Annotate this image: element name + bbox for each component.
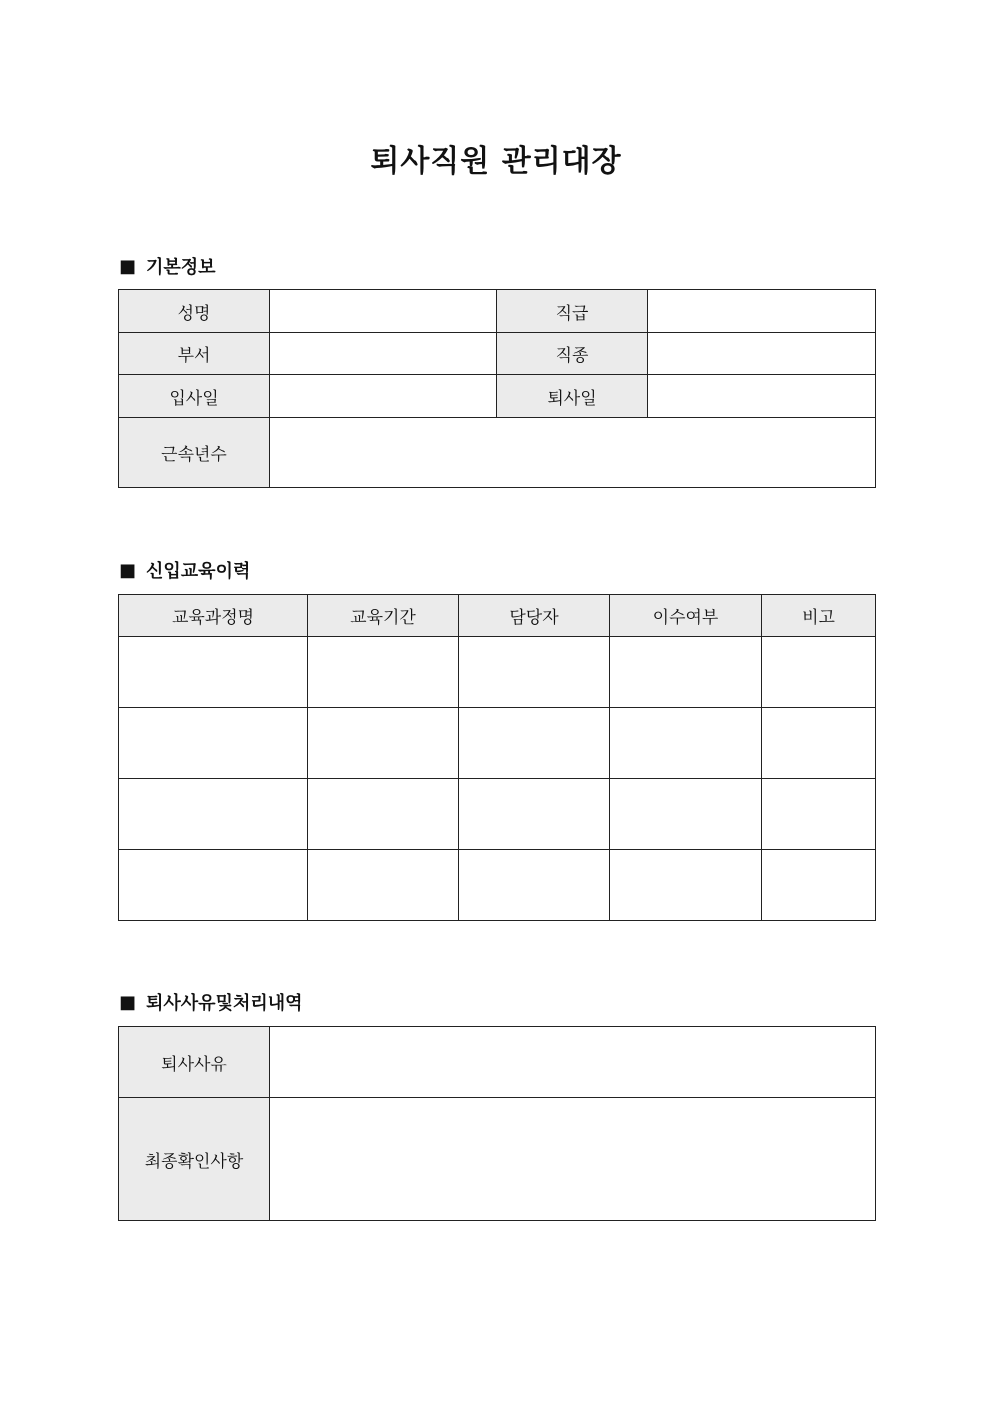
years-field[interactable] [270, 418, 876, 488]
department-field[interactable] [270, 333, 497, 375]
resignation-table [118, 1026, 876, 1221]
job-type-label: 직종 [497, 333, 648, 375]
table-cell[interactable] [610, 708, 762, 779]
join-date-field[interactable] [270, 375, 497, 418]
section-heading-basic [119, 253, 216, 279]
table-cell[interactable] [308, 850, 459, 921]
section-heading-training [119, 557, 250, 583]
table-cell[interactable] [762, 637, 876, 708]
table-cell[interactable] [459, 637, 610, 708]
leave-date-label: 퇴사일 [497, 375, 648, 418]
leave-date-field[interactable] [648, 375, 876, 418]
table-cell[interactable] [119, 708, 308, 779]
table-row [119, 850, 876, 921]
page-title: 퇴사직원 관리대장 [370, 144, 622, 179]
section-heading-label: 기본정보 [146, 257, 216, 278]
table-cell[interactable] [610, 779, 762, 850]
table-row [119, 708, 876, 779]
job-type-field[interactable] [648, 333, 876, 375]
name-label: 성명 [119, 290, 270, 333]
table-cell[interactable] [308, 637, 459, 708]
final-check-field[interactable] [270, 1098, 876, 1221]
position-label: 직급 [497, 290, 648, 333]
column-header: 이수여부 [610, 595, 762, 637]
column-header: 교육과정명 [119, 595, 308, 637]
reason-label: 퇴사사유 [119, 1027, 270, 1098]
table-row [119, 779, 876, 850]
table-cell[interactable] [762, 779, 876, 850]
square-bullet-icon: ■ [119, 559, 137, 581]
column-header: 교육기간 [308, 595, 459, 637]
final-check-label: 최종확인사항 [119, 1098, 270, 1221]
years-label: 근속년수 [119, 418, 270, 488]
table-cell[interactable] [119, 850, 308, 921]
column-header: 담당자 [459, 595, 610, 637]
square-bullet-icon: ■ [119, 255, 137, 277]
table-cell[interactable] [119, 637, 308, 708]
column-header: 비고 [762, 595, 876, 637]
section-heading-label: 퇴사사유및처리내역 [146, 993, 303, 1014]
name-field[interactable] [270, 290, 497, 333]
reason-field[interactable] [270, 1027, 876, 1098]
table-cell[interactable] [308, 779, 459, 850]
basic-info-table [118, 289, 876, 488]
table-cell[interactable] [610, 637, 762, 708]
table-cell[interactable] [610, 850, 762, 921]
table-cell[interactable] [459, 708, 610, 779]
training-table [118, 594, 876, 921]
section-heading-reason [119, 989, 303, 1015]
table-cell[interactable] [459, 850, 610, 921]
table-cell[interactable] [762, 850, 876, 921]
join-date-label: 입사일 [119, 375, 270, 418]
table-cell[interactable] [308, 708, 459, 779]
table-row [119, 637, 876, 708]
table-cell[interactable] [119, 779, 308, 850]
square-bullet-icon: ■ [119, 991, 137, 1013]
department-label: 부서 [119, 333, 270, 375]
table-cell[interactable] [762, 708, 876, 779]
table-cell[interactable] [459, 779, 610, 850]
section-heading-label: 신입교육이력 [146, 561, 251, 582]
position-field[interactable] [648, 290, 876, 333]
